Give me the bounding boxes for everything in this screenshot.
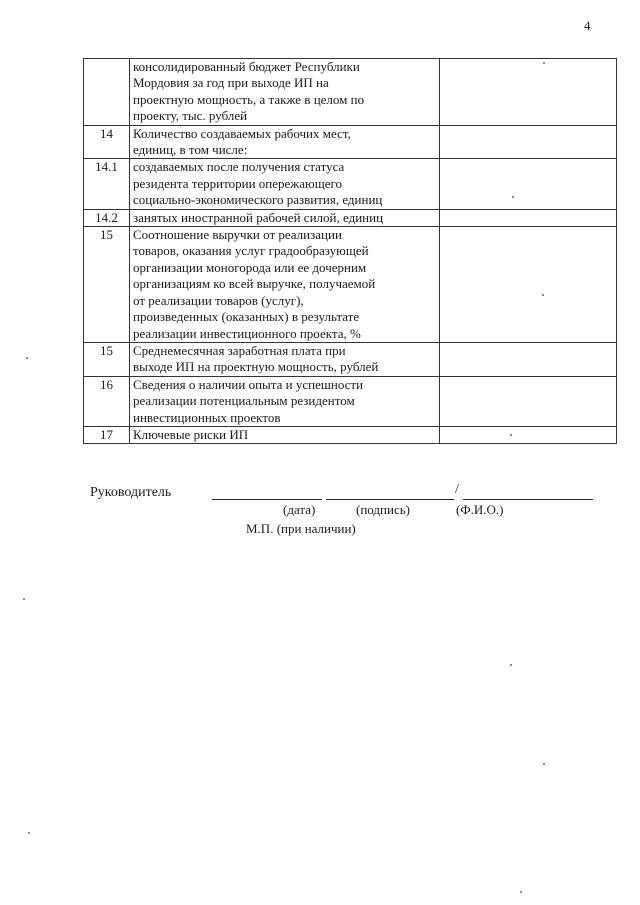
row-number-cell: 14.2 [84,209,130,226]
description-line: организации моногорода или ее дочерним [133,259,367,275]
row-value-cell [440,125,617,159]
page-number: 4 [584,18,591,33]
row-description-cell [130,376,440,426]
description-line: Ключевые риски ИП [133,426,249,442]
row-value-cell [440,209,617,226]
project-info-table [83,58,617,444]
table-row [84,342,617,376]
row-value-cell [440,426,617,443]
description-line: произведенных (оказанных) в результате [133,309,360,325]
row-number-cell: 15 [84,227,130,343]
scan-speck [512,196,514,198]
row-description-cell [130,209,440,226]
table-row [84,227,617,343]
scan-speck [28,832,30,834]
signature-line [326,499,454,500]
date-line [212,499,322,500]
row-description-cell [130,342,440,376]
description-line: проектную мощность, а также в целом по [133,91,365,107]
row-number-cell: 16 [84,376,130,426]
scan-speck [26,357,28,359]
row-value-cell [440,59,617,126]
scan-speck [520,891,522,893]
description-line: единиц, в том числе: [133,142,248,158]
scan-speck [543,763,545,765]
name-caption: (Ф.И.О.) [456,502,504,517]
row-number-cell: 14 [84,125,130,159]
scan-speck [23,598,25,600]
description-line: Среднемесячная заработная плата при [133,342,346,358]
description-line: инвестиционных проектов [133,409,281,425]
row-number-cell: 14.1 [84,159,130,209]
description-line: Количество создаваемых рабочих мест, [133,125,351,141]
description-line: консолидированный бюджет Республики [133,59,360,74]
description-line: социально-экономического развития, единиц [133,192,383,208]
name-line [463,499,593,500]
description-line: занятых иностранной рабочей силой, единиц [133,209,384,225]
row-value-cell [440,159,617,209]
description-line: реализации потенциальным резидентом [133,393,355,409]
description-line: Сведения о наличии опыта и успешности [133,376,364,392]
scan-speck [510,434,512,436]
description-line: реализации инвестиционного проекта, % [133,325,361,341]
row-description-cell [130,426,440,443]
row-value-cell [440,227,617,343]
row-description-cell [130,59,440,126]
row-description-cell [130,159,440,209]
description-line: товаров, оказания услуг градообразующей [133,243,369,259]
row-number-cell [84,59,130,126]
table-row [84,159,617,209]
signature-caption: (подпись) [356,502,410,517]
description-line: выходе ИП на проектную мощность, рублей [133,359,379,375]
signature-separator: / [455,482,459,497]
description-line: Соотношение выручки от реализации [133,227,342,243]
stamp-note: М.П. (при наличии) [246,521,356,536]
description-line: Мордовия за год при выходе ИП на [133,75,329,91]
row-number-cell: 15 [84,342,130,376]
description-line: проекту, тыс. рублей [133,108,248,124]
date-caption: (дата) [283,502,316,517]
row-description-cell [130,125,440,159]
signature-role-label: Руководитель [90,485,172,500]
table-row [84,125,617,159]
scan-speck [542,294,544,296]
description-line: организациям ко всей выручке, получаемой [133,276,376,292]
description-line: создаваемых после получения статуса [133,159,345,175]
scan-speck [510,664,512,666]
row-description-cell [130,227,440,343]
table-row [84,376,617,426]
table-row [84,209,617,226]
row-value-cell [440,376,617,426]
table-row [84,59,617,126]
row-number-cell: 17 [84,426,130,443]
scan-speck [543,62,545,64]
description-line: от реализации товаров (услуг), [133,292,304,308]
table-row [84,426,617,443]
row-value-cell [440,342,617,376]
description-line: резидента территории опережающего [133,175,343,191]
